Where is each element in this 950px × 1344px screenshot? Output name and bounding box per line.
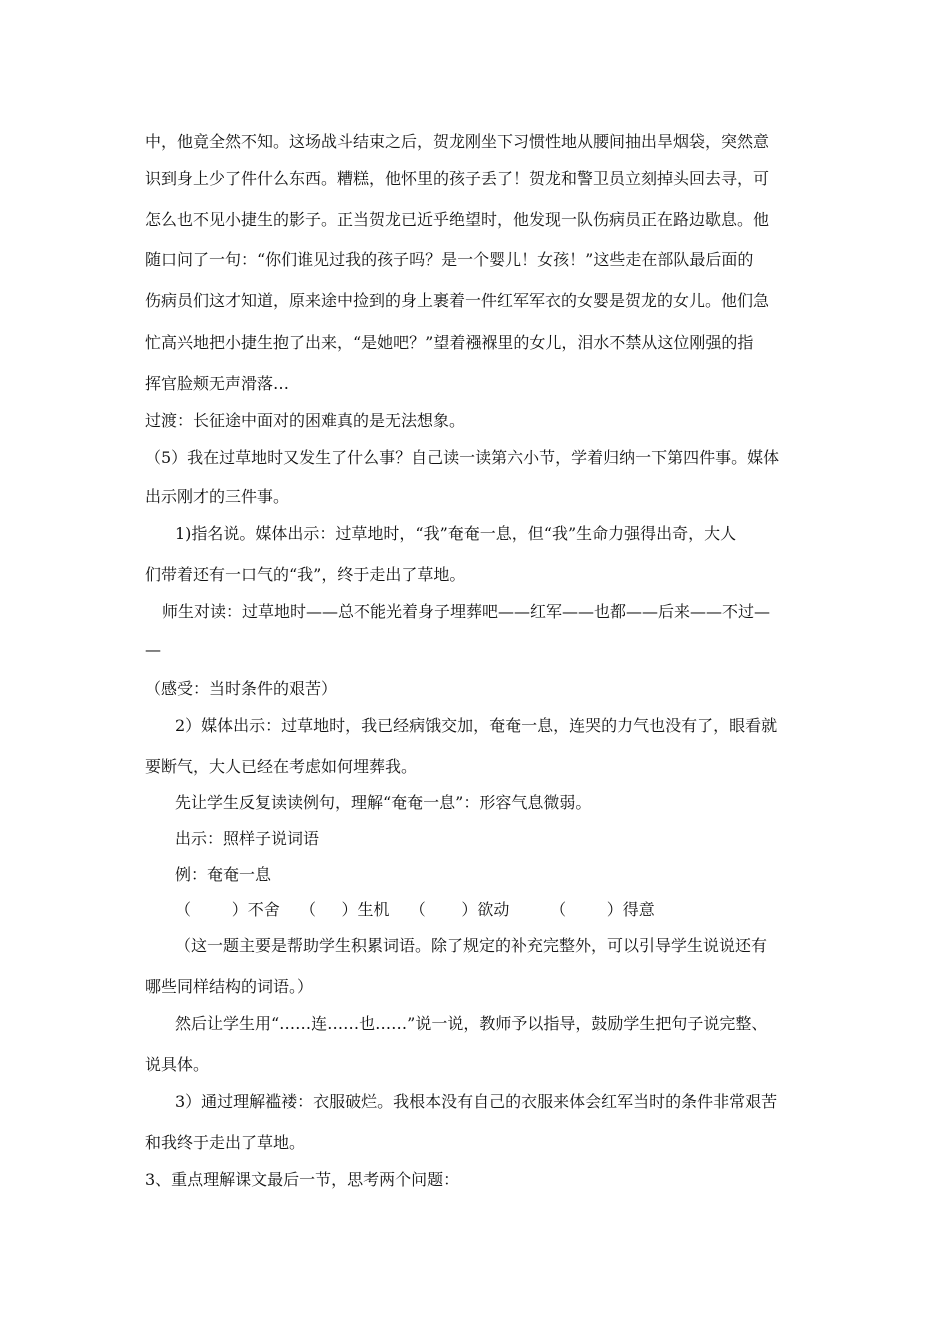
text-line: 忙高兴地把小捷生抱了出来，“是她吧？”望着襁褓里的女儿，泪水不禁从这位刚强的指 <box>145 333 754 352</box>
text-line: 伤病员们这才知道，原来途中捡到的身上裹着一件红军军衣的女婴是贺龙的女儿。他们急 <box>145 291 770 310</box>
text-line: 例：奄奄一息 <box>175 865 272 884</box>
text-line: 师生对读：过草地时——总不能光着身子埋葬吧——红军——也都——后来——不过— <box>162 602 771 621</box>
text-line: 出示：照样子说词语 <box>175 829 320 848</box>
text-line: 然后让学生用“……连……也……”说一说，教师予以指导，鼓励学生把句子说完整、 <box>175 1014 768 1033</box>
text-line: 先让学生反复读读例句，理解“奄奄一息”：形容气息微弱。 <box>175 793 592 812</box>
text-line: 识到身上少了件什么东西。糟糕，他怀里的孩子丢了！贺龙和警卫员立刻掉头回去寻，可 <box>145 169 770 188</box>
transition-line: 过渡：长征途中面对的困难真的是无法想象。 <box>145 411 466 430</box>
text-line: — <box>145 640 161 659</box>
text-line: （5）我在过草地时又发生了什么事？自己读一读第六小节，学着归纳一下第四件事。媒体 <box>145 448 780 467</box>
text-line: 中，他竟全然不知。这场战斗结束之后，贺龙刚坐下习惯性地从腰间抽出旱烟袋，突然意 <box>145 132 770 151</box>
text-line: 1)指名说。媒体出示：过草地时，“我”奄奄一息，但“我”生命力强得出奇，大人 <box>175 524 737 543</box>
text-line: 挥官脸颊无声滑落… <box>145 374 290 393</box>
text-line: 和我终于走出了草地。 <box>145 1133 306 1152</box>
text-line: 哪些同样结构的词语。） <box>145 977 314 996</box>
text-line: 2）媒体出示：过草地时，我已经病饿交加，奄奄一息，连哭的力气也没有了，眼看就 <box>175 716 778 735</box>
text-line: 出示刚才的三件事。 <box>145 487 290 506</box>
text-line: 随口问了一句：“你们谁见过我的孩子吗？是一个婴儿！女孩！”这些走在部队最后面的 <box>145 250 754 269</box>
text-line: 说具体。 <box>145 1055 210 1074</box>
text-line: 3）通过理解褴褛：衣服破烂。我根本没有自己的衣服来体会红军当时的条件非常艰苦 <box>175 1092 778 1111</box>
section-heading: 3、重点理解课文最后一节，思考两个问题： <box>145 1170 460 1189</box>
text-line: 怎么也不见小捷生的影子。正当贺龙已近乎绝望时，他发现一队伤病员正在路边歇息。他 <box>145 210 770 229</box>
text-line: 要断气，大人已经在考虑如何埋葬我。 <box>145 757 418 776</box>
text-line: （感受：当时条件的艰苦） <box>145 679 338 698</box>
text-line: （这一题主要是帮助学生积累词语。除了规定的补充完整外，可以引导学生说说还有 <box>175 936 768 955</box>
text-line: 们带着还有一口气的“我”，终于走出了草地。 <box>145 565 466 584</box>
fill-in-blanks-line: （ ）不舍 （ ）生机 （ ）欲动 （ ）得意 <box>175 900 655 919</box>
